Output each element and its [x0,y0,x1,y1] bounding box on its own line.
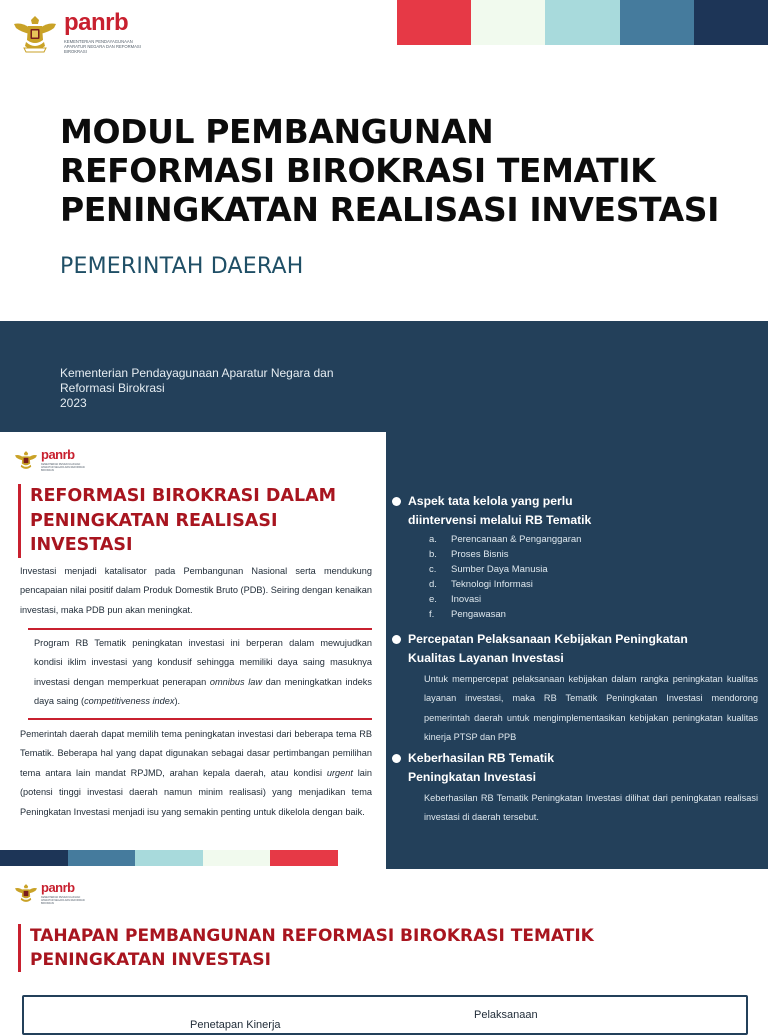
bullet-title: Percepatan Pelaksanaan Kebijakan Peningkatan Kualitas Layanan Investasi [408,632,688,665]
swatch-navy [694,0,768,45]
bullet-title: Aspek tata kelola yang perlu diintervensi melalui RB Tematik [408,494,592,527]
ministry-subtext: KEMENTERIAN PENDAYAGUNAAN APARATUR NEGARA DAN REFORMASI BIROKRASI [41,896,85,905]
section-heading [18,924,738,972]
swatch-red [270,850,338,866]
overview-page [0,432,768,869]
bullet-success [392,749,758,828]
list-item: b. Proses Bisnis [429,548,509,560]
credit-line: Kementerian Pendayagunaan Aparatur Negara dan [60,366,334,380]
title-line: MODUL PEMBANGUNAN [60,112,494,151]
heading-line: REFORMASI BIROKRASI DALAM [30,486,337,506]
stage-label: Pelaksanaan [474,1009,538,1021]
color-strip-bottom [0,850,338,866]
title-line: REFORMASI BIROKRASI TEMATIK [60,151,656,190]
swatch-mint [203,850,271,866]
garuda-emblem-icon [14,881,38,905]
garuda-emblem-icon [14,448,38,472]
heading-line: TAHAPAN PEMBANGUNAN REFORMASI BIROKRASI TEMATIK [30,926,594,946]
swatch-steel [620,0,694,45]
heading-line: PENINGKATAN REALISASI [30,510,278,531]
ministry-subtext: KEMENTERIAN PENDAYAGUNAAN APARATUR NEGARA DAN REFORMASI BIROKRASI [41,463,85,472]
swatch-mint [471,0,545,45]
credit-line: Reformasi Birokrasi [60,381,165,395]
section-heading [18,484,370,558]
swatch-navy [0,850,68,866]
publication-year: 2023 [60,396,87,410]
list-item: f. Pengawasan [429,608,506,620]
ministry-subtext: KEMENTERIAN PENDAYAGUNAAN APARATUR NEGARA DAN REFORMASI BIROKRASI [64,39,141,54]
swatch-steel [68,850,136,866]
list-item: c. Sumber Daya Manusia [429,563,548,575]
bullet-dot-icon [392,635,401,644]
left-panel [0,432,386,869]
theme-paragraph: Pemerintah daerah dapat memilih tema peningkatan investasi dari beberapa tema RB Tematik. Beberapa hal yang dapat digunakan sebagai dasar pertimbangan pemilihan tema antara lain mandat RPJMD, arahan kepala daerah, atau kondisi urgent lain (potensi tinggi investasi daerah namun minim realisasi) yang menjadikan tema Peningkatan Investasi menjadi isu yang semakin penting untuk dikelola dengan baik. [20,729,372,817]
panrb-logo [12,10,154,56]
swatch-red [397,0,471,45]
bullet-policy-acceleration [392,630,758,748]
stage-label: Penetapan Kinerja [190,1019,281,1031]
cover-band [0,321,768,432]
intro-paragraph: Investasi menjadi katalisator pada Pembangunan Nasional serta mendukung pencapaian nilai positif dalam Produk Domestik Bruto (PDB). Seiring dengan kenaikan investasi, maka PDB pun akan meningkat. [20,566,372,615]
title-line: PENINGKATAN REALISASI INVESTASI [60,190,719,229]
highlight-box [28,628,372,720]
stages-page [0,869,768,1031]
bullet-dot-icon [392,497,401,506]
panrb-logo [14,448,91,472]
cover-page [0,0,768,432]
brand-name: panrb [41,880,75,895]
list-item: e. Inovasi [429,593,482,605]
list-item: a. Perencanaan & Penganggaran [429,534,582,545]
list-item: d. Teknologi Informasi [429,578,533,590]
brand-name: panrb [41,447,75,462]
cover-subtitle: PEMERINTAH DAERAH [60,254,304,279]
publisher-credit [60,366,380,411]
swatch-aqua [545,0,619,45]
heading-line: PENINGKATAN INVESTASI [30,950,271,970]
color-strip-top [397,0,768,45]
heading-line: INVESTASI [30,535,133,555]
brand-name: panrb [64,9,129,36]
garuda-emblem-icon [12,10,58,56]
aspect-list [429,533,758,622]
bullet-dot-icon [392,754,401,763]
panrb-logo [14,881,91,905]
swatch-aqua [135,850,203,866]
bullet-text: Keberhasilan RB Tematik Peningkatan Investasi dilihat dari peningkatan realisasi investasi di daerah tersebut. [424,793,758,823]
bullet-title: Keberhasilan RB Tematik Peningkatan Investasi [408,751,555,784]
cover-title [60,112,760,229]
stages-flow-box [22,995,748,1035]
bullet-governance-aspects [392,492,758,622]
bullet-text: Untuk mempercepat pelaksanaan kebijakan dalam rangka peningkatan kualitas layanan investasi, maka RB Tematik Peningkatan Investasi mendorong pemerintah daerah untuk mengimplementasikan kebijakan peningkatan kualitas kinerja PTSP dan PPB [424,674,758,743]
highlight-paragraph: Program RB Tematik peningkatan investasi ini berperan dalam mewujudkan kondisi iklim investasi yang kondusif sehingga memiliki daya saing masuknya investasi dengan memperkuat penerapan omnibus law dan meningkatkan indeks daya saing (competitiveness index). [34,638,372,707]
